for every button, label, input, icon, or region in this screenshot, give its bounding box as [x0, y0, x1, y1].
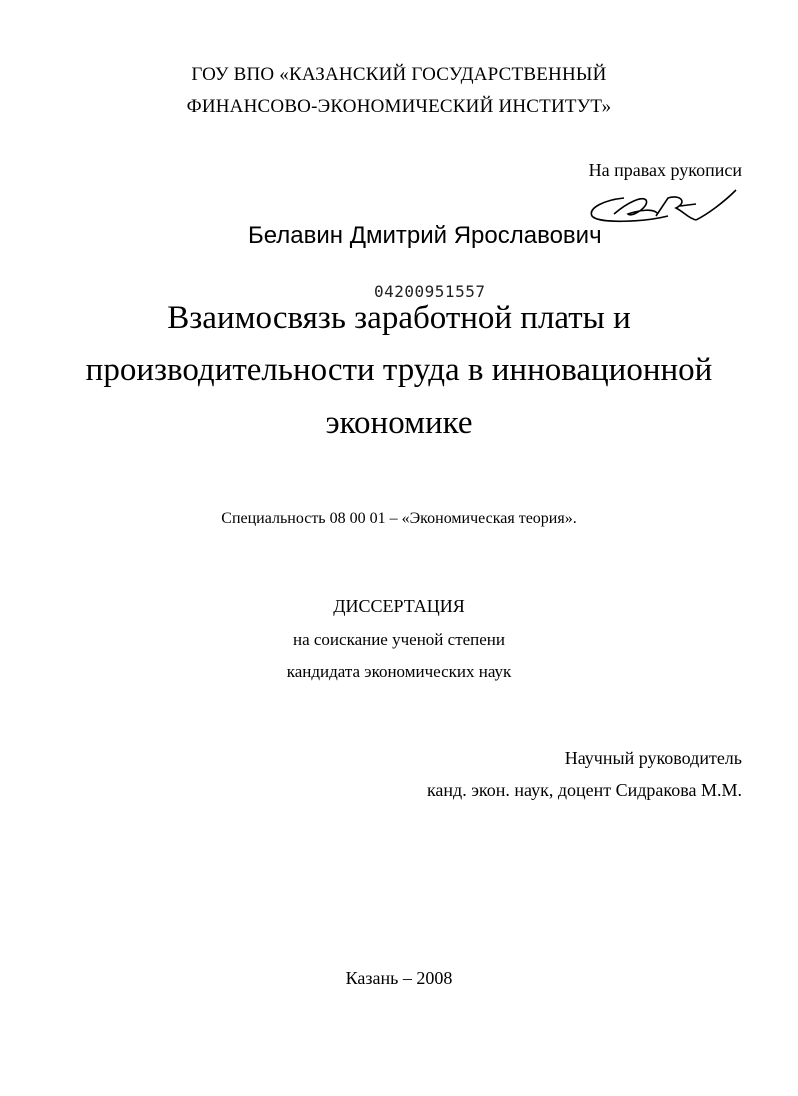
city-year: Казань – 2008 — [345, 968, 453, 988]
supervisor-name: канд. экон. наук, доцент Сидракова М.М. — [426, 780, 742, 800]
title-line-3: экономике — [325, 405, 473, 441]
title-line-2: производительности труда в инновационной — [85, 352, 713, 388]
institution-line-1: ГОУ ВПО «КАЗАНСКИЙ ГОСУДАРСТВЕННЫЙ — [191, 64, 607, 85]
institution-line-2: ФИНАНСОВО-ЭКОНОМИЧЕСКИЙ ИНСТИТУТ» — [186, 96, 612, 117]
degree-line-1: на соискание ученой степени — [292, 630, 506, 649]
specialty: Специальность 08 00 01 – «Экономическая теория». — [221, 510, 577, 527]
handwritten-signature-icon — [584, 184, 744, 228]
degree-line-2: кандидата экономических наук — [286, 662, 512, 681]
library-code: 04200951557 — [374, 282, 486, 301]
author-name: Белавин Дмитрий Ярославович — [248, 222, 602, 249]
title-line-1: Взаимосвязь заработной платы и — [167, 300, 631, 336]
degree-type: ДИССЕРТАЦИЯ — [333, 596, 465, 616]
supervisor-label: Научный руководитель — [564, 748, 742, 768]
rights-note: На правах рукописи — [588, 160, 742, 180]
